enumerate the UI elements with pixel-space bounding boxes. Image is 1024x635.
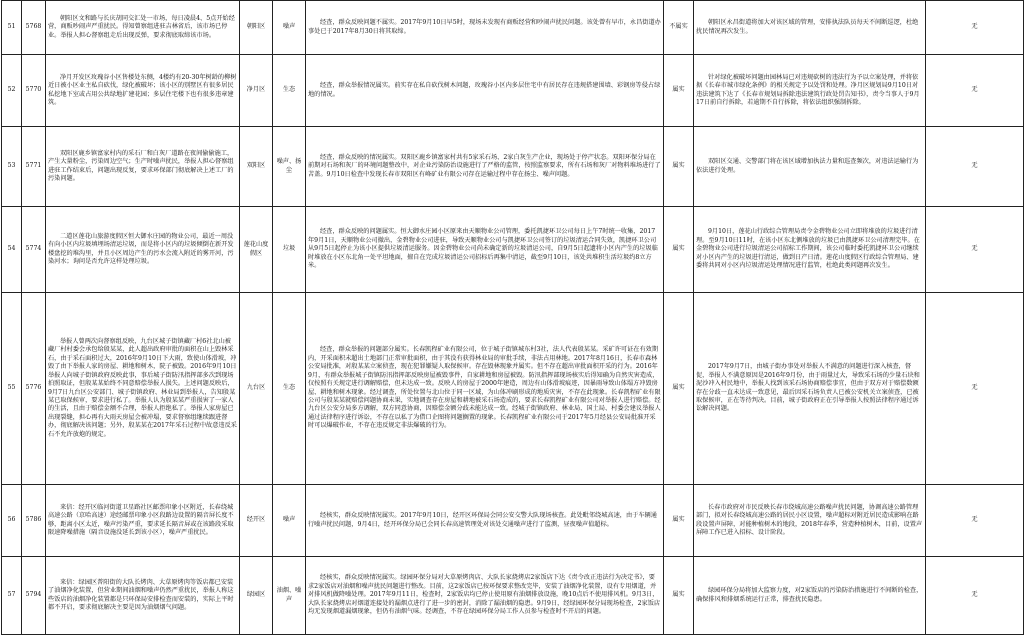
row-number: 52 (2, 55, 22, 127)
handling-action-body: 朝阳区永昌街道将加大对该区域的管理，安排执法队员每天不间断巡逻，杜绝扰民情况再次发生。 (696, 19, 919, 35)
investigation-result-body: 经查，群众举报情况属实。前实存在私自砍伐树木问题，玫瑰谷小区内多层住宅中有居民存在违规搭建围墙、彩钢房等侵占绿地的情况。 (308, 82, 661, 98)
investigation-result (306, 55, 664, 127)
accountability: 无 (926, 485, 1024, 557)
complaint-text (46, 55, 240, 127)
complaint-text-body: 来信：经开区临河街道卫星路社区邮票印象小区附近，长春绕城高速公路（京哈高速）途经邮票印象小区段路边设置的隔音屏长度不够，距离小区太近，噪声污染严重，要求延长隔音屏或在该路段采取限速降噪措施（隔音设施没延长到该小区），噪声严重扰民。 (48, 503, 234, 536)
row-number: 54 (2, 207, 22, 293)
row-number: 55 (2, 293, 22, 485)
accountability: 无 (926, 293, 1024, 485)
investigation-result-body: 经核实，群众反映情况属实。绿园环保分局对大草原烤肉店、大队长家烧烤店2家饭店下达《责令改正违法行为决定书》，要求2家饭店对油烟和噪声扰民问题进行整改。目前，这2家饭店已按环保要求整改完毕，安装了油烟净化装置，设有专用烟道，并对排风机做降噪处理。2017年9月11日，检查时，2家饭店均已停止使用原有油烟排放设施，晚10点后不使用排风机。9月3日，大队长家烧烤店对烟道连接处的漏烟点进行了进一步的密封，消除了漏油烟的隐患。9月9日，经绿园环保分局现场检查，2家饭店均无发现烟道漏烟现象，但仍有油烟气味。经调查，不存在绿园环保分局工作人员参与检查时不开启的问题。 (308, 574, 661, 616)
investigation-result (306, 485, 664, 557)
handling-action-body: 2017年9月7日，由城子街办事处对举报人不满意的问题进行深入核查，督促，举报人不满意原因是2016年9月份，由于雨量过大，导致采石场的少量石块和泥沙冲入村民地中，举报人找到该采石场协商赔偿事宜，但由于双方对于赔偿数额存在分歧一直未达成一致意见，最后因采石场负责人已被公安机关立案侦查，已被取保候审，正在等待判决。目前，城子街政府正在引导举报人按照法律程序通过诉讼解决问题。 (696, 363, 920, 413)
table-row (2, 293, 1024, 485)
pollution-type: 生态 (273, 55, 306, 127)
verdict: 属实 (664, 127, 694, 207)
handling-action (694, 207, 926, 293)
complaint-id: 5794 (22, 557, 46, 635)
complaint-id: 5771 (22, 127, 46, 207)
table-row (2, 485, 1024, 557)
complaint-text (46, 207, 240, 293)
complaint-id: 5768 (22, 1, 46, 55)
investigation-result-body: 经查，群众举报的问题部分属实。长春凯程矿业有限公司，位于城子街镇城东村3社，法人代表殷某某。采矿许可证在有效期内，开采面积未超出土地部门正常审批面积，由于其没有获得林业局的审批手续，非法占用林地。2017年8月16日，长春市森林公安局批准，对殷某某立案侦查，现在犯罪嫌疑人取保候审。存在毁林现象并属实。但不存在超出审批面积开采的行为。2016年9月，有群众举报城子街镇防汛指挥部反映房屋被毁事件，自家耕地和房屋被毁。防汛指挥部现场核实后得知确为自然灾害造成，仅按照有关规定进行调解赔偿，但未达成一致。反映人的房屋于2000年建造，周边有山体滑坡痕迹，因暴雨导致山体塌方冲毁房屋、耕地和树木现象。经过调查，所处位置与北山位于同一区域，为山体冲刷形成的地质灾害，不存在此现象。长春凯程矿业有限公司与殷某某就赔偿问题协商未果，实地调查存在房屋和耕地被采石场造成的，要求长春凯程矿业有限公司对举报人进行赔偿。经九台区公安分局多方调解，双方同意协商，因赔偿金额分歧未能达成一致。经城子街镇政府、林业局、国土局、村委会建议举报人通过法律程序进行诉讼，不存在以私了为借口企图将问题搁置的现象。长春凯程矿业有限公司于2017年5月经县公安局批准开采时可以爆破作业，不存在违反规定非法爆破的行为。 (308, 346, 661, 430)
complaint-text-body: 净月开发区玫瑰谷小区售楼处东侧，4楼约有20-30年树龄的柳树近日被小区业主私自砍伐，绿化被破坏；该小区的别墅区有很多居民私挖地下室或占用公共绿地扩建花园；多层住宅楼下也有很多违章建筑。 (48, 73, 237, 106)
pollution-type: 噪声 (273, 485, 306, 557)
handling-action-body: 双阳区交通、交警部门将在该区域增加执法力量和巡查频次，对违法运输行为依法进行处理。 (696, 158, 919, 174)
verdict: 属实 (664, 557, 694, 635)
complaint-text (46, 293, 240, 485)
row-number: 56 (2, 485, 22, 557)
district: 净月区 (240, 55, 273, 127)
table-row (2, 207, 1024, 293)
verdict: 属实 (664, 293, 694, 485)
table-row (2, 127, 1024, 207)
district: 绿园区 (240, 557, 273, 635)
handling-action-body: 针对绿化被破坏问题由园林局已对违规砍树的违法行为予以立案处理，并将依据《长春市城市绿化条例》的相关规定予以处罚和处理。净月区规划局9月10日对违法建筑下达了《长春市规划局拆除违法建筑行政处罚告知书》，责令当事人于9月17日前自行拆除，若逾期不自行拆除，将依法组织强制拆除。 (696, 73, 920, 106)
handling-action-body: 绿园环保分局将加大监察力度，对2家饭店的污染防治措施进行不间断的检查，确保排风和排烟系统运行正常，排查扰民隐患。 (696, 587, 923, 603)
accountability: 无 (926, 1, 1024, 55)
handling-action (694, 557, 926, 635)
complaint-id: 5770 (22, 55, 46, 127)
investigation-result-body: 经查，群众反映的问题属实。恒大御水庄园小区原来由天顺物业公司管理，委托凯捷环卫公司每日上午7时统一收集，2017年9月1日，天顺物业公司撤出，金碧物业公司进驻，导致天顺物业公司与凯捷环卫公司签订的垃圾清运合同失效，凯捷环卫公司从9月5日起停止为该小区提供垃圾清运服务。因金碧物业公司尚未确定新的垃圾清运公司，自9月5日起遗将小区内产生的垃圾临时堆放在小区东北角一处平坦地面，擅自在完成垃圾清运公司招标后再集中清运，截至9月10日，该处共堆积生活垃圾约8立方米。 (308, 228, 658, 270)
complaint-text (46, 557, 240, 635)
handling-action (694, 55, 926, 127)
handling-action (694, 293, 926, 485)
table-row (2, 1, 1024, 55)
complaint-text-body: 举报人曾两次向督察组反映，九台区城子街镇藏厂村6社北山被藏厂村村委会承包给殷某某，此人超出政府审批的面积在山上毁林采石，由于采石面积过大，2016年9月10日下大雨，致使山体滑坡，冲毁了由下举报人家的房屋、耕地和树木，院子被毁。2016年9月10日举报人向城子街镇政府反映此事，事后城子街防汛指挥部多次到现场拍照取证，但殷某某始终不同意赔偿举报人损失。上述问题反映后，9月7日九台区公安部门、城子街镇政府、林业局到举报人，告知殷某某已取保候审，要求进行私了。举报人认为殷某某严重损害了一家人的生活，且由于赔偿金额不合理，举报人拒绝私了。举报人家房屋已出现裂缝，担心再有大雨天房屋会被冲塌，要求督察组继续跟进督办，彻底解决该问题；另外，殷某某在2017年采石过程中故意违反采石不允许放炮的规定。 (48, 338, 237, 438)
district: 双阳区 (240, 127, 273, 207)
district: 莲花山度假区 (240, 207, 273, 293)
complaint-id: 5786 (22, 485, 46, 557)
complaint-text (46, 1, 240, 55)
complaint-text-body: 来信：绿园区普阳街的大队长烤肉、大草原烤肉等饭店都已安装了油烟净化装置，但营业期间油烟和噪声仍然严重扰民，举报人称这些饭店的油烟净化装置都是只环保局安排检查而安装的，实际上平时都不开启，要求彻底解决主要是因为油烟烟气问题。 (48, 578, 234, 611)
complaint-text-body: 二道区莲花山旅游度假区恒大御水庄园的物业公司，最近一周没有向小区内垃圾填埋场清运垃圾，而是将小区内的垃圾倾倒在新开发楼盘挖的堆沟里，并且小区周边产生的污水会流入附近的雾开河，污染河水；询问是否允许这样处理垃圾。 (48, 232, 234, 265)
district: 朝阳区 (240, 1, 273, 55)
complaint-text-body: 朝阳区文和路与长庆胡同交汇处一市场，每日凌晨4、5点开始经营，商贩吵闹声严重扰民。得知曾察组进驻吉林省后，该市场已停业。举报人担心督察组走后出现反弹，要求彻底取缔该市场。 (48, 14, 235, 39)
pollution-type: 垃圾 (273, 207, 306, 293)
accountability: 无 (926, 127, 1024, 207)
complaint-table (1, 0, 1024, 635)
handling-action (694, 127, 926, 207)
verdict: 属实 (664, 207, 694, 293)
investigation-result-body: 经核实，群众反映情况属实。2017年9月10日，经开区环保局会同公安交警大队现场核查。此处毗邻绕城高速，由于车辆通行噪声扰民问题，9月4日，经开环保分局已会同长春高速管理处对该处交通噪声进行了监测，昼夜噪声值超标。 (308, 512, 657, 528)
pollution-type: 噪声 (273, 1, 306, 55)
table-row (2, 557, 1024, 635)
pollution-type: 油烟、噪声 (273, 557, 306, 635)
complaint-text (46, 127, 240, 207)
row-number: 51 (2, 1, 22, 55)
handling-action-body: 9月10日，莲花山行政综合管理局责令金碧物业公司立即将堆放的垃圾进行清理。至9月10日11时，在该小区东北侧堆放的垃圾已由凯捷环卫公司清理完毕。在金碧物业公司进行垃圾清运公司招标工作期间，该公司临时委托凯捷环卫公司继续对小区内产生的垃圾进行清运，做到日产日清。莲花山度假区行政综合管理局、建委将共同对小区内垃圾清运处理情况进行监管，杜绝此类问题再次发生。 (696, 228, 920, 270)
investigation-result-body: 经查，群众反映问题不属实。2017年9月10日早5时，现场未发现有商贩经营和吵闹声扰民问题。该处曾有早市，永昌街道办事处已于2017年8月30日将其取缔。 (308, 19, 661, 35)
verdict: 属实 (664, 485, 694, 557)
investigation-result (306, 293, 664, 485)
row-number: 57 (2, 557, 22, 635)
pollution-type: 生态 (273, 293, 306, 485)
accountability: 无 (926, 207, 1024, 293)
handling-action (694, 1, 926, 55)
complaint-id: 5774 (22, 207, 46, 293)
accountability: 无 (926, 55, 1024, 127)
investigation-result (306, 557, 664, 635)
row-number: 53 (2, 127, 22, 207)
complaint-text-body: 双阳区鹿乡镇富家村内的采石厂和白灰厂道路在夜间偷偷施工，产生大量粉尘，污染周边空气；生产时噪声扰民，举报人担心督察组进驻工作结束后，问题出现反复，要求环保部门彻底解决上述工厂的污染问题。 (48, 149, 234, 182)
verdict: 不属实 (664, 1, 694, 55)
investigation-result (306, 207, 664, 293)
complaint-text (46, 485, 240, 557)
pollution-type: 噪声、扬尘 (273, 127, 306, 207)
investigation-result (306, 1, 664, 55)
verdict: 属实 (664, 55, 694, 127)
district: 九台区 (240, 293, 273, 485)
handling-action (694, 485, 926, 557)
district: 经开区 (240, 485, 273, 557)
investigation-result-body: 经查，群众反映的情况属实。双阳区鹿乡镇富家村共有5家采石场、2家白灰生产企业，现场处于停产状态。双阳环保分局在前期对石场和灰厂的环境问题整改中，对企业污染防治设施进行了严格的监管，按照监察要求，所有石场和灰厂对物料堆场进行了苫盖。9月10日检查中发现长春市双阳区有峰矿业有限公司存在运输过程中存在扬尘、噪声问题。 (308, 153, 661, 178)
investigation-result (306, 127, 664, 207)
handling-action-body: 长春市政府对市民反映长春市绕城高速公路噪声扰民问题，协调高速公路管理部门，拟对长春绕城高速公路的居民小区设置，噪声超标对附近居民造成影响在路段设置声屏障，对能种植树木的地段，2018年春季，营造种植树木，目前，设置声屏障工作已进入招标、设计阶段。 (696, 503, 923, 536)
complaint-id: 5776 (22, 293, 46, 485)
table-row (2, 55, 1024, 127)
accountability: 无 (926, 557, 1024, 635)
